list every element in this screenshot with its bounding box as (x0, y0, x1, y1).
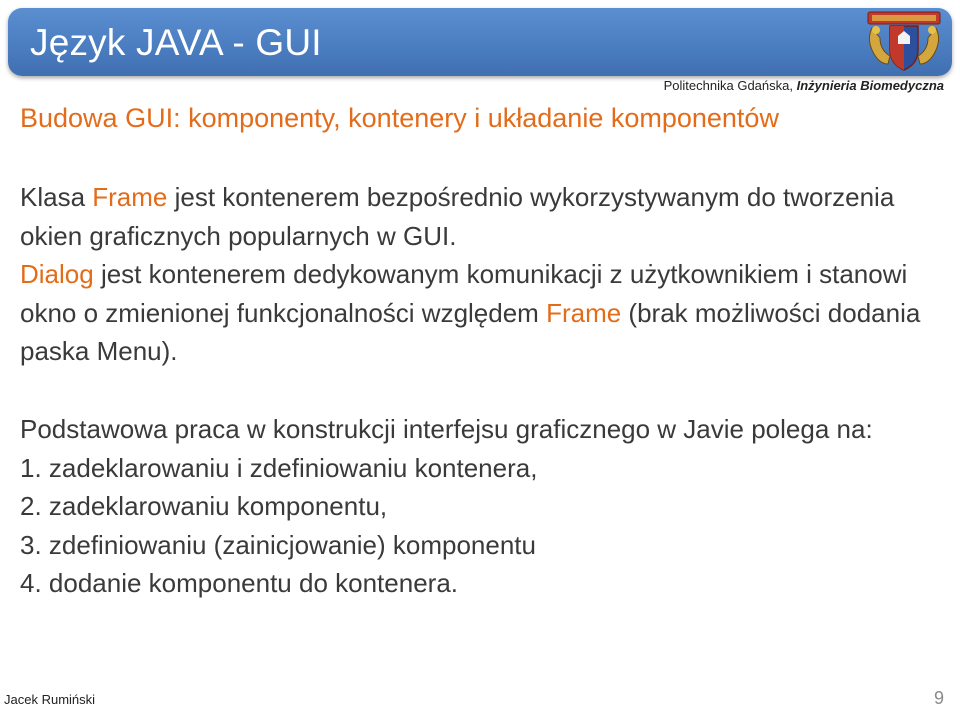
text: (brak możliwości dodania paska Menu). (20, 297, 921, 366)
text: Klasa (20, 182, 93, 212)
text: jest kontenerem bezpośrednio wykorzystywanym do tworzenia okien graficznych popularnych w GUI. (20, 182, 895, 251)
paragraph-steps (20, 410, 940, 603)
list-item: 3. zdefiniowaniu (zainicjowanie) komponentu (20, 529, 536, 560)
list-item: 4. dodanie komponentu do kontenera. (20, 568, 459, 598)
university-crest-icon (862, 10, 946, 76)
list-item: 2. zadeklarowaniu komponentu, (20, 491, 388, 521)
institution-name: Politechnika Gdańska, (663, 78, 793, 93)
slide-subtitle: Budowa GUI: komponenty, kontenery i układanie komponentów (20, 103, 779, 133)
keyword-frame: Frame (546, 297, 622, 328)
footer-author: Jacek Rumiński (4, 692, 96, 707)
institution-label (664, 78, 944, 93)
page-number: 9 (933, 688, 944, 708)
department-name: Inżynieria Biomedyczna (796, 78, 944, 93)
keyword-frame: Frame (92, 182, 168, 212)
slide-title: Język JAVA - GUI (30, 22, 322, 63)
paragraph-frame-dialog (20, 178, 940, 371)
steps-intro: Podstawowa praca w konstrukcji interfejsu graficznego w Javie polega na: (20, 414, 873, 444)
keyword-dialog: Dialog (20, 259, 94, 289)
text: jest kontenerem dedykowanym komunikacji z użytkownikiem i stanowi okno o zmienionej funkcjonalności względem (20, 259, 908, 328)
list-item: 1. zadeklarowaniu i zdefiniowaniu kontenera, (20, 452, 538, 483)
